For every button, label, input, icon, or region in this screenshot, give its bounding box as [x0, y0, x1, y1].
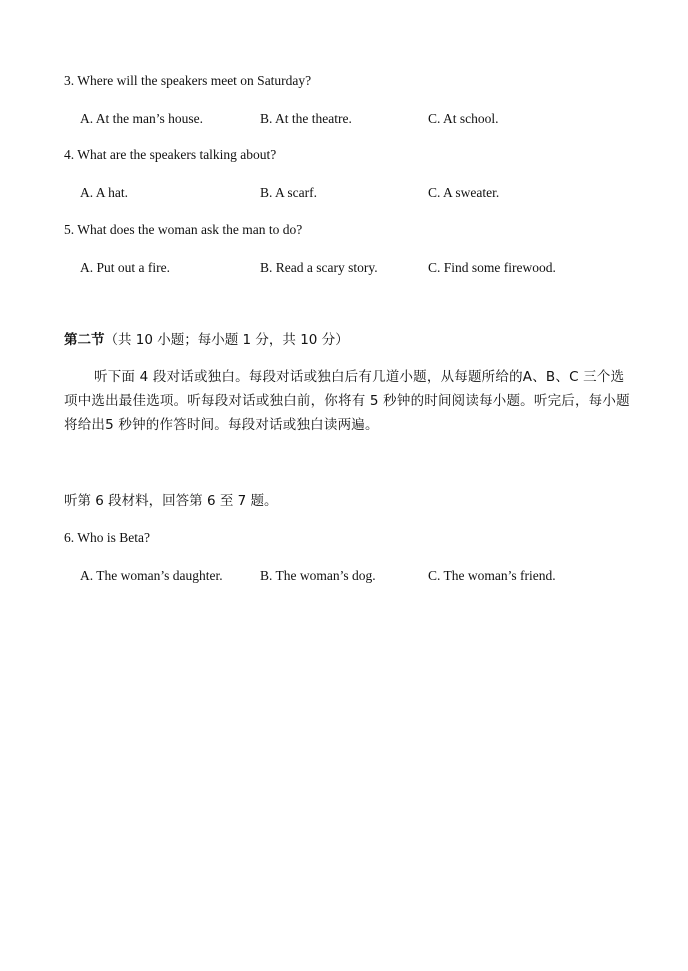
question-5-option-b: B. Read a scary story. — [260, 260, 378, 275]
section-instructions: 听下面 4 段对话或独白。每段对话或独白后有几道小题，从每题所给的A、B、C 三个选项中选出最佳选项。听每段对话或独白前，你将有 5 秒钟的时间阅读每小题。听完后，每小题将给出5 秒钟的作答时间。每段对话或独白读两遍。 — [64, 369, 630, 433]
question-4-option-c: C. A sweater. — [428, 185, 500, 200]
question-3-prompt: 3. Where will the speakers meet on Saturday? — [64, 73, 312, 88]
material-heading: 听第 6 段材料，回答第 6 至 7 题。 — [64, 493, 278, 509]
question-3-option-b: B. At the theatre. — [260, 111, 352, 126]
question-3-option-c: C. At school. — [428, 111, 499, 126]
question-5-option-a: A. Put out a fire. — [80, 260, 170, 275]
question-4-prompt: 4. What are the speakers talking about? — [64, 147, 277, 162]
question-6-option-b: B. The woman’s dog. — [260, 568, 376, 583]
question-4-option-a: A. A hat. — [80, 185, 129, 200]
question-5-prompt: 5. What does the woman ask the man to do? — [64, 222, 303, 237]
section-subtitle: （共 10 小题；每小题 1 分，共 10 分） — [104, 332, 349, 348]
section-heading — [64, 331, 349, 349]
section-title: 第二节 — [64, 332, 105, 348]
question-6-option-c: C. The woman’s friend. — [428, 568, 556, 583]
question-6-option-a: A. The woman’s daughter. — [80, 568, 223, 583]
question-5-option-c: C. Find some firewood. — [428, 260, 556, 275]
question-4-option-b: B. A scarf. — [260, 185, 317, 200]
question-6-prompt: 6. Who is Beta? — [64, 530, 150, 545]
question-3-option-a: A. At the man’s house. — [80, 111, 203, 126]
